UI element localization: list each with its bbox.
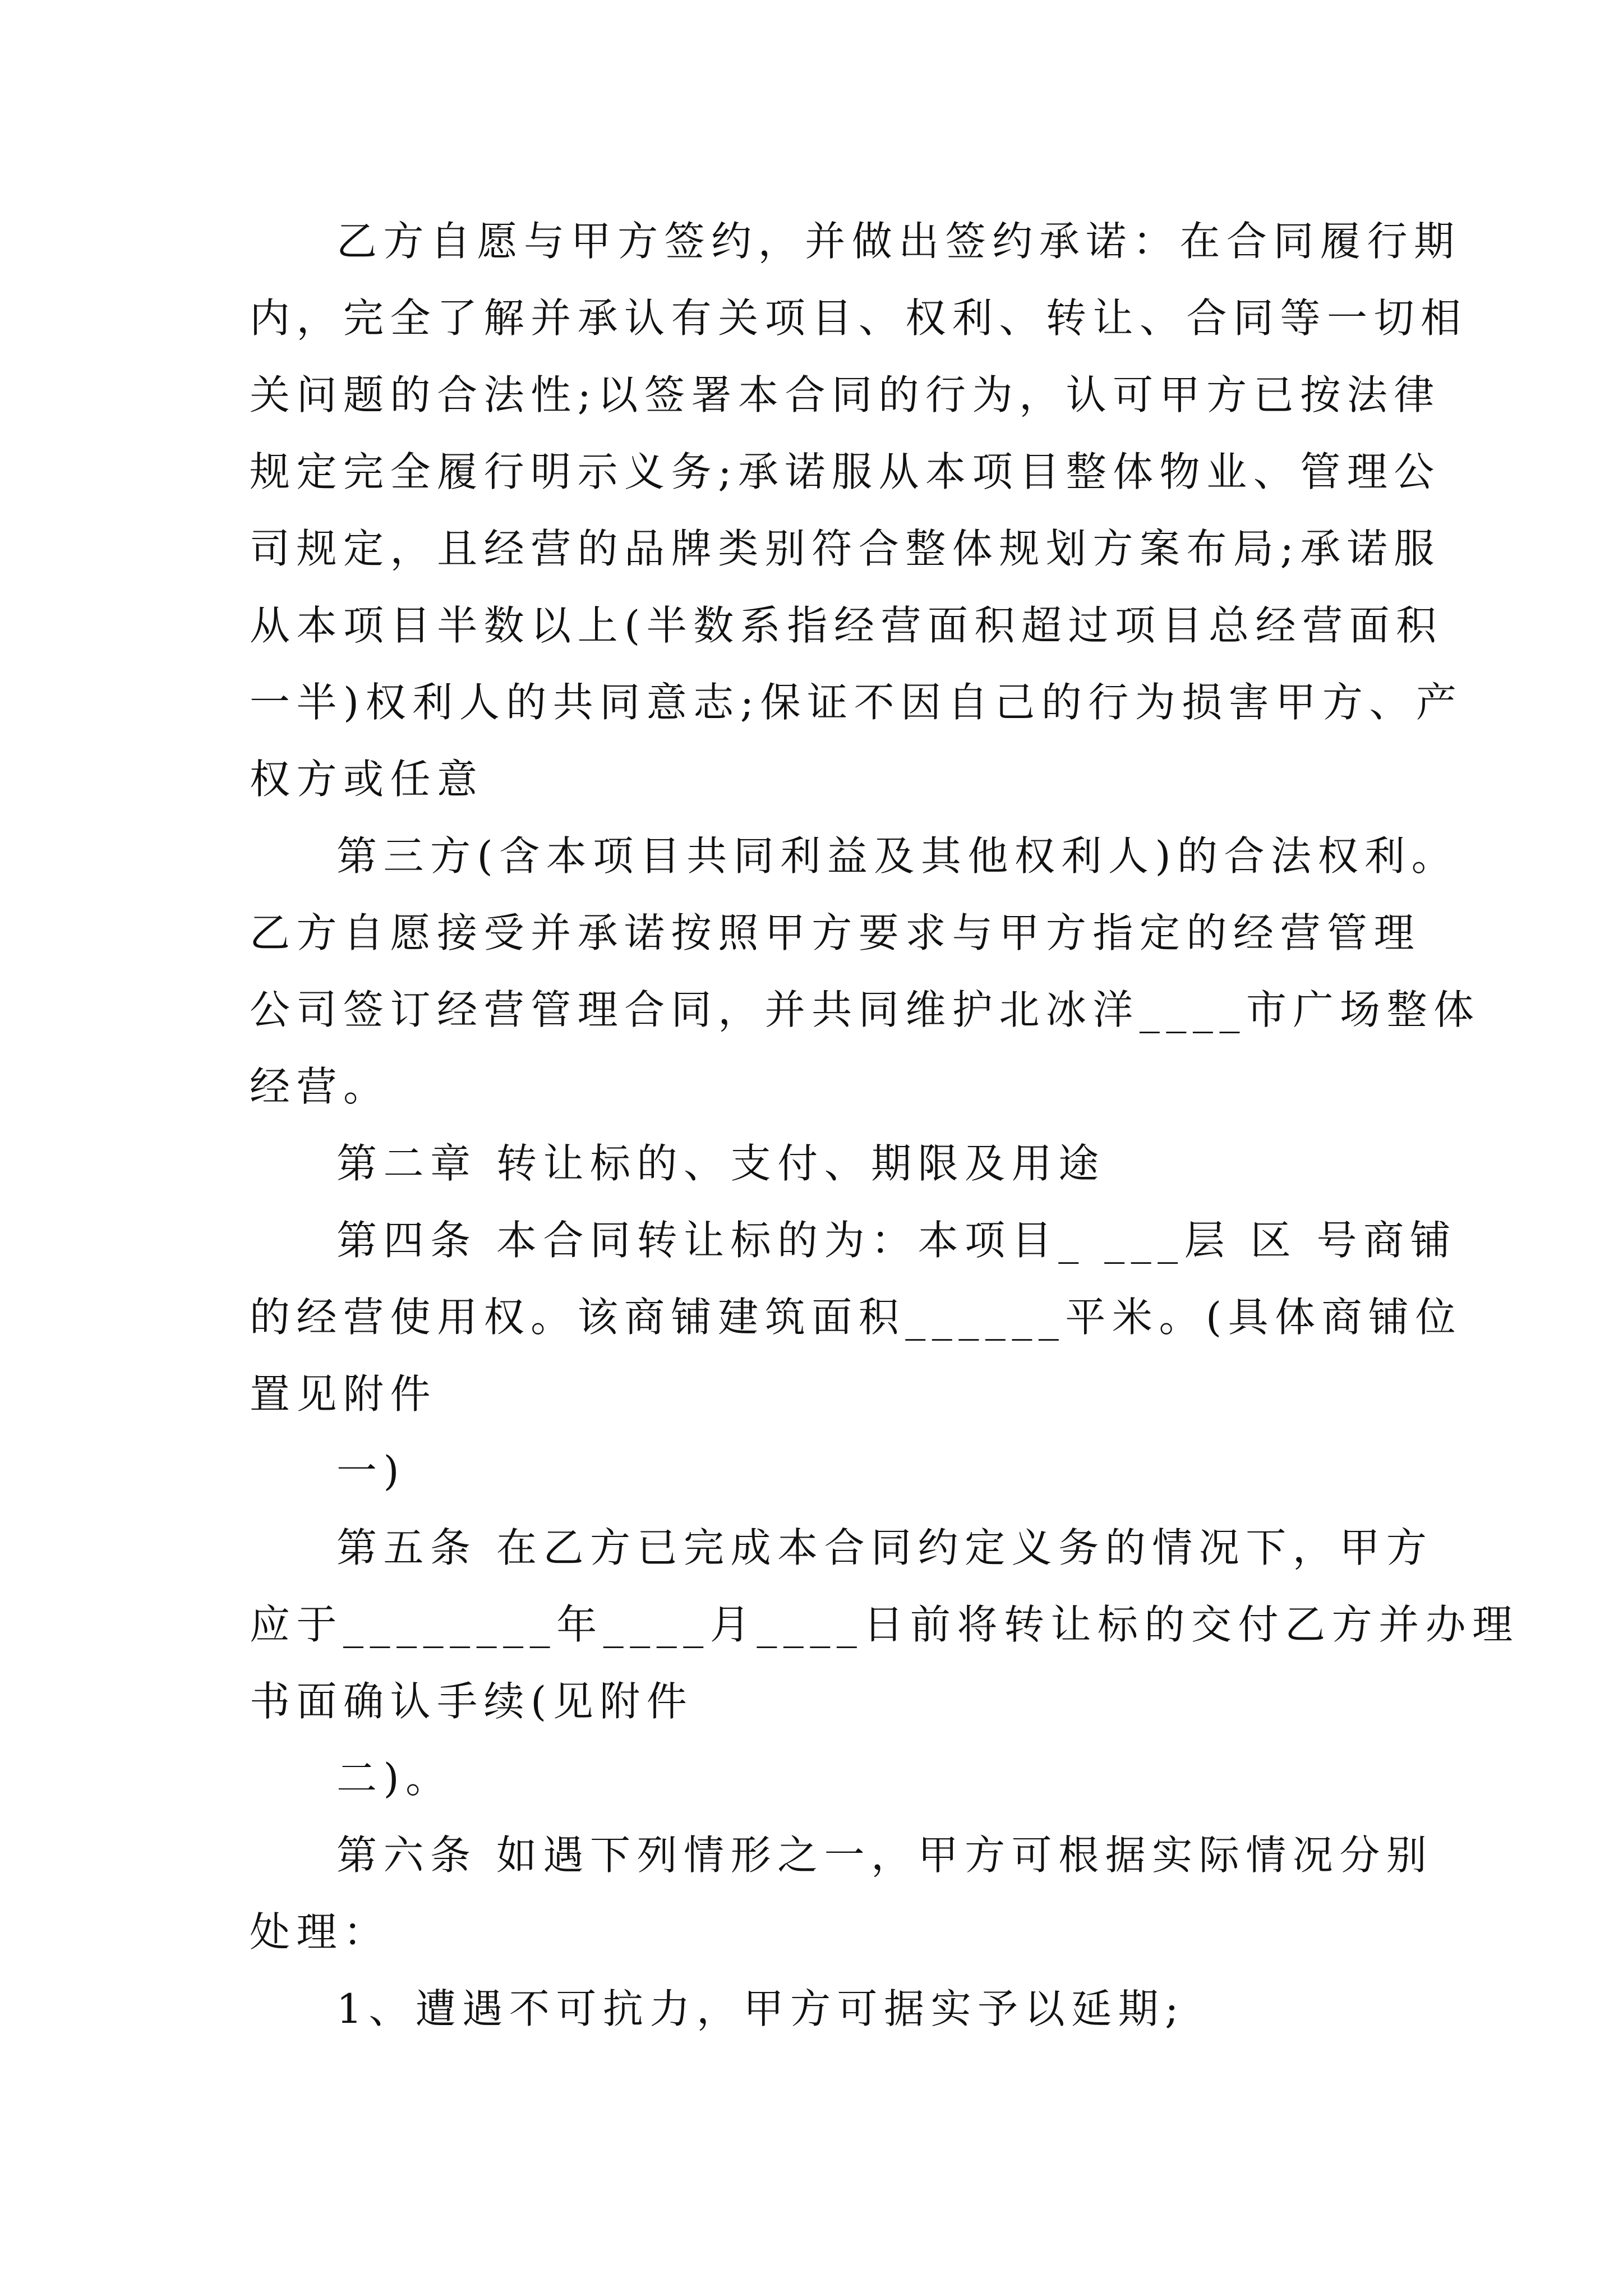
paragraph-2-line-4: 经营。 — [250, 1063, 390, 1110]
attachment-1-ref: 一) — [336, 1447, 406, 1494]
chapter-heading: 第二章 转让标的、支付、期限及用途 — [336, 1140, 1105, 1187]
paragraph-1-line-2: 内，完全了解并承认有关项目、权利、转让、合同等一切相 — [250, 295, 1468, 342]
article-5-line-2: 应于________年____月____日前将转让标的交付乙方并办理 — [250, 1601, 1519, 1648]
paragraph-1-line-8: 权方或任意 — [250, 756, 484, 803]
attachment-2-ref: 二)。 — [336, 1755, 453, 1802]
paragraph-1-line-3: 关问题的合法性;以签署本合同的行为，认可甲方已按法律 — [250, 371, 1441, 418]
paragraph-1-line-5: 司规定，且经营的品牌类别符合整体规划方案布局;承诺服 — [250, 525, 1441, 572]
list-item-1: 1、遭遇不可抗力，甲方可据实予以延期; — [336, 1985, 1185, 2032]
article-6-line-2: 处理： — [250, 1908, 390, 1955]
paragraph-2-line-3: 公司签订经营管理合同，并共同维护北冰洋____市广场整体 — [250, 986, 1481, 1033]
paragraph-1-line-6: 从本项目半数以上(半数系指经营面积超过项目总经营面积 — [250, 602, 1443, 649]
paragraph-1-line-1: 乙方自愿与甲方签约，并做出签约承诺：在合同履行期 — [336, 218, 1461, 265]
paragraph-1-line-4: 规定完全履行明示义务;承诺服从本项目整体物业、管理公 — [250, 448, 1441, 495]
article-5-line-1: 第五条 在乙方已完成本合同约定义务的情况下，甲方 — [336, 1524, 1433, 1571]
article-4-line-1: 第四条 本合同转让标的为：本项目_ ___层 区 号商铺 — [336, 1217, 1458, 1264]
paragraph-1-line-7: 一半)权利人的共同意志;保证不因自己的行为损害甲方、产 — [250, 679, 1463, 726]
article-5-line-3: 书面确认手续(见附件 — [250, 1678, 694, 1725]
article-6-line-1: 第六条 如遇下列情形之一，甲方可根据实际情况分别 — [336, 1832, 1433, 1879]
paragraph-2-line-2: 乙方自愿接受并承诺按照甲方要求与甲方指定的经营管理 — [250, 909, 1421, 956]
article-4-line-2: 的经营使用权。该商铺建筑面积______平米。(具体商铺位 — [250, 1294, 1463, 1341]
article-4-line-3: 置见附件 — [250, 1370, 437, 1418]
paragraph-2-line-1: 第三方(含本项目共同利益及其他权利人)的合法权利。 — [336, 832, 1459, 880]
